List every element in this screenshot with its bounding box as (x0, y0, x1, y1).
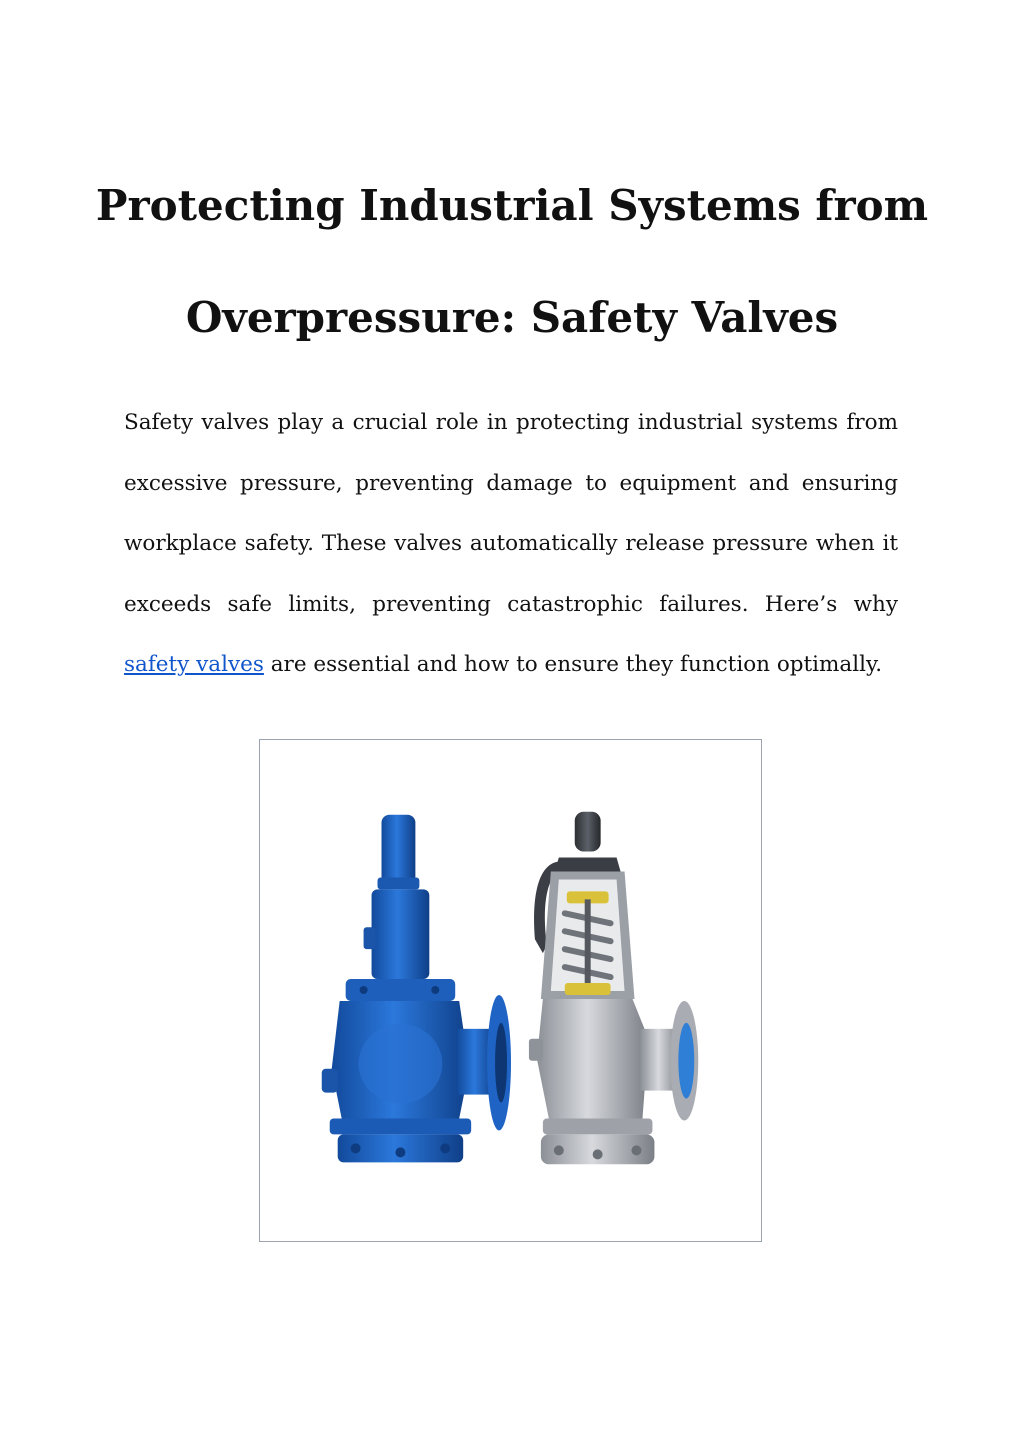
intro-paragraph (124, 393, 898, 696)
safety-valves-link[interactable]: safety valves (124, 652, 264, 677)
safety-valves-image (259, 739, 762, 1242)
blue-safety-valve (322, 815, 511, 1163)
page-title (0, 150, 1024, 374)
page-title-line-2: Overpressure: Safety Valves (185, 293, 839, 342)
safety-valves-illustration (260, 740, 761, 1241)
intro-text-before-link: Safety valves play a crucial role in protecting industrial systems from excessive pressure, preventing damage to equipment and ensuring workplace safety. These valves automatically release pressure when it exceeds safe limits, preventing catastrophic failures. Here’s why (124, 410, 898, 617)
intro-text-after-link: are essential and how to ensure they function optimally. (263, 652, 883, 677)
page-title-line-1: Protecting Industrial Systems from (95, 181, 929, 230)
grey-safety-valve-cutaway (529, 812, 698, 1165)
